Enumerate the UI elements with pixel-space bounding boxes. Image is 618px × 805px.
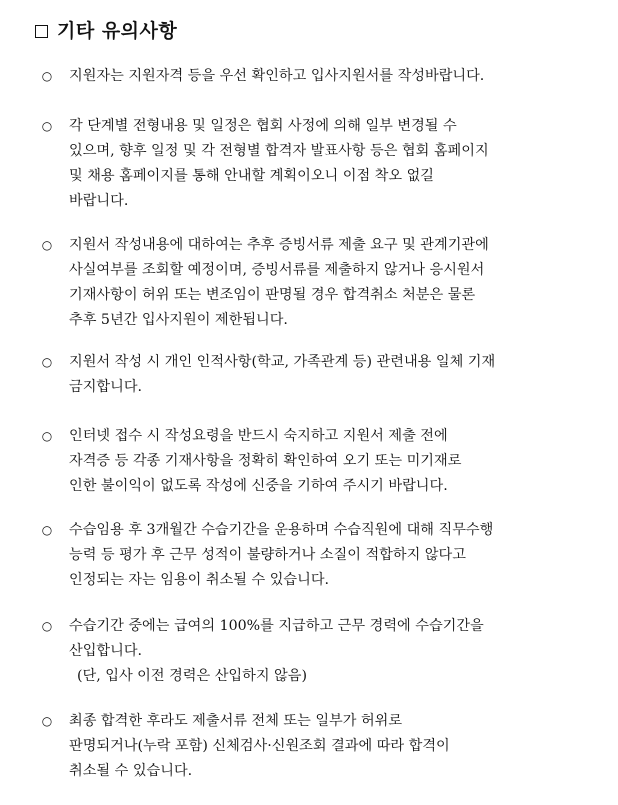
notice-item-line: 인터넷 접수 시 작성요령을 반드시 숙지하고 지원서 제출 전에	[69, 428, 448, 444]
section-heading	[35, 16, 177, 43]
notice-item-line: 수습임용 후 3개월간 수습기간을 운용하며 수습직원에 대해 직무수행	[69, 522, 494, 538]
notice-item	[40, 424, 600, 499]
notice-item-line: 인정되는 자는 임용이 취소될 수 있습니다.	[69, 572, 330, 588]
notice-item-line: 기재사항이 허위 또는 변조임이 판명될 경우 합격취소 처분은 물론	[69, 287, 476, 303]
notice-item	[40, 114, 600, 214]
notice-item-line: 산입합니다.	[69, 643, 143, 659]
notice-item-line: 지원서 작성내용에 대하여는 추후 증빙서류 제출 요구 및 관계기관에	[69, 237, 489, 253]
circle-bullet-icon: ○	[41, 523, 53, 537]
notice-item-line: 있으며, 향후 일정 및 각 전형별 합격자 발표사항 등은 협회 홈페이지	[69, 143, 489, 159]
notice-item-line: 자격증 등 각종 기재사항을 정확히 확인하여 오기 또는 미기재로	[69, 453, 462, 469]
notice-item	[40, 64, 600, 89]
notice-item	[40, 350, 600, 400]
notice-item-line: 추후 5년간 입사지원이 제한됩니다.	[69, 312, 288, 328]
notice-item-line: 능력 등 평가 후 근무 성적이 불량하거나 소질이 적합하지 않다고	[69, 547, 466, 563]
notice-item-line: 사실여부를 조회할 예정이며, 증빙서류를 제출하지 않거나 응시원서	[69, 262, 485, 278]
notice-item-line: 지원서 작성 시 개인 인적사항(학교, 가족관계 등) 관련내용 일체 기재	[69, 354, 496, 370]
notice-item	[40, 233, 600, 333]
checkbox-square-icon	[35, 25, 48, 38]
notice-item	[40, 518, 600, 593]
circle-bullet-icon: ○	[41, 714, 53, 728]
notice-item-line: 및 채용 홈페이지를 통해 안내할 계획이오니 이점 착오 없길	[69, 168, 435, 184]
notice-item-line: 취소될 수 있습니다.	[69, 763, 193, 779]
circle-bullet-icon: ○	[41, 69, 53, 83]
notice-item-line: 최종 합격한 후라도 제출서류 전체 또는 일부가 허위로	[69, 713, 403, 729]
circle-bullet-icon: ○	[41, 238, 53, 252]
circle-bullet-icon: ○	[41, 429, 53, 443]
section-heading-title: 기타 유의사항	[57, 20, 178, 42]
notice-item	[40, 614, 600, 689]
notice-item-line: 바랍니다.	[69, 193, 129, 209]
notice-item	[40, 709, 600, 784]
notice-item-line: 각 단계별 전형내용 및 일정은 협회 사정에 의해 일부 변경될 수	[69, 118, 457, 134]
circle-bullet-icon: ○	[41, 119, 53, 133]
notice-item-line: 판명되거나(누락 포함) 신체검사·신원조회 결과에 따라 합격이	[69, 738, 450, 754]
notice-item-line: 인한 불이익이 없도록 작성에 신중을 기하여 주시기 바랍니다.	[69, 478, 448, 494]
notice-item-line: 금지합니다.	[69, 379, 143, 395]
notice-item-note: (단, 입사 이전 경력은 산입하지 않음)	[77, 668, 308, 684]
notice-item-line: 수습기간 중에는 급여의 100%를 지급하고 근무 경력에 수습기간을	[69, 618, 484, 634]
notice-item-line: 지원자는 지원자격 등을 우선 확인하고 입사지원서를 작성바랍니다.	[69, 68, 485, 84]
circle-bullet-icon: ○	[41, 355, 53, 369]
circle-bullet-icon: ○	[41, 619, 53, 633]
